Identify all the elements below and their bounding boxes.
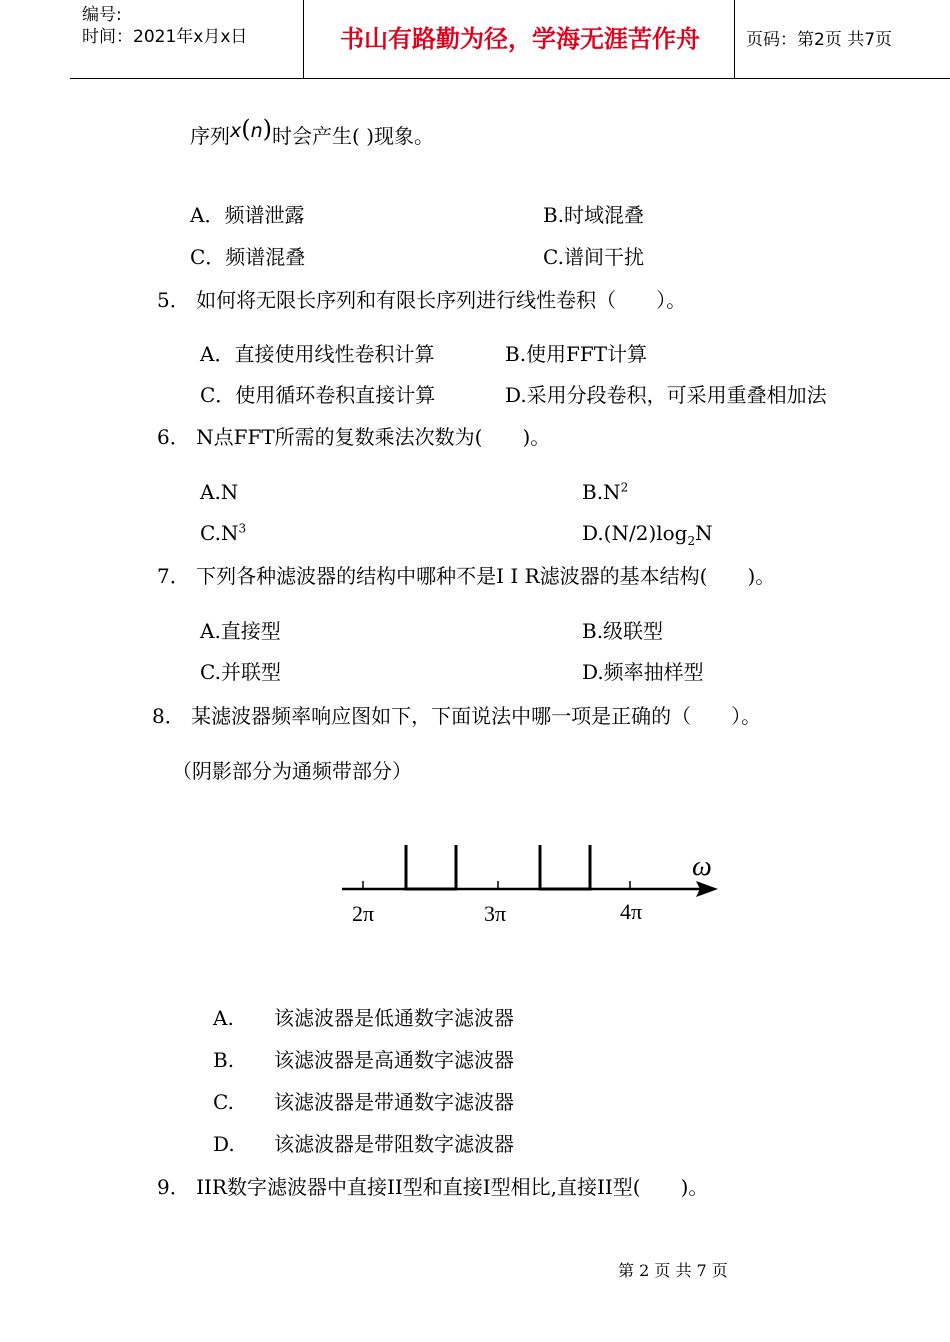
tick-label: 3π xyxy=(484,901,507,926)
serial-label: 编号: xyxy=(82,5,122,25)
q8-note: （阴影部分为通频带部分） xyxy=(172,759,412,783)
axis-label: ω xyxy=(692,851,712,882)
tick-label: 2π xyxy=(352,901,375,926)
q4-option-b: B.时域混叠 xyxy=(543,203,645,227)
q7-option-b: B.级联型 xyxy=(582,619,664,643)
q8-option-letter: C. xyxy=(213,1090,234,1114)
q8-text: 8． 某滤波器频率响应图如下，下面说法中哪一项是正确的（ ）。 xyxy=(152,704,762,728)
header-divider xyxy=(303,0,304,78)
q8-option-text: 该滤波器是带通数字滤波器 xyxy=(274,1090,514,1114)
q7-option-c: C.并联型 xyxy=(200,660,281,684)
frequency-response-figure xyxy=(330,845,730,935)
page-header xyxy=(70,0,950,79)
header-motto: 书山有路勤为径，学海无涯苦作舟 xyxy=(340,25,700,53)
q5-option-d: D.采用分段卷积，可采用重叠相加法 xyxy=(505,383,827,407)
q6-option-a: A.N xyxy=(200,480,239,504)
q5-text: 5． 如何将无限长序列和有限长序列进行线性卷积（ ）。 xyxy=(157,288,687,312)
q8-option-text: 该滤波器是带阻数字滤波器 xyxy=(274,1132,514,1156)
q4-option-d: C.谱间干扰 xyxy=(543,245,644,269)
passband-1 xyxy=(406,845,456,889)
q7-text: 7． 下列各种滤波器的结构中哪种不是I I R滤波器的基本结构( )。 xyxy=(157,564,776,588)
seq-var: x xyxy=(230,120,242,142)
q7-option-a: A.直接型 xyxy=(200,619,281,643)
q4-suffix: 时会产生( )现象。 xyxy=(272,124,435,148)
q4-option-a: A．频谱泄露 xyxy=(190,203,305,227)
q4-tail-line: 序列x(n)时会产生( )现象。 xyxy=(190,115,435,148)
q6-option-c: $C.N^3$ xyxy=(200,521,247,545)
q5-option-a: A．直接使用线性卷积计算 xyxy=(200,342,435,366)
q9-text: 9． IIR数字滤波器中直接II型和直接I型相比,直接II型( )。 xyxy=(157,1175,709,1199)
header-divider xyxy=(734,0,735,78)
q8-option-letter: B. xyxy=(213,1048,235,1072)
q5-option-c: C．使用循环卷积直接计算 xyxy=(200,383,436,407)
q7-option-d: D.频率抽样型 xyxy=(582,660,704,684)
q5-option-b: B.使用FFT计算 xyxy=(505,342,648,366)
q8-option-letter: A. xyxy=(213,1006,234,1030)
seq-arg: n xyxy=(250,120,263,142)
header-page-label: 页码：第2页 共7页 xyxy=(746,30,893,50)
q4-option-c: C．频谱混叠 xyxy=(190,245,306,269)
page-footer: 第 2 页 共 7 页 xyxy=(618,1261,728,1280)
q8-option-text: 该滤波器是高通数字滤波器 xyxy=(274,1048,514,1072)
q8-option-letter: D. xyxy=(213,1132,235,1156)
q8-option-text: 该滤波器是低通数字滤波器 xyxy=(274,1006,514,1030)
q6-option-b: $B.N^2$ xyxy=(582,480,629,504)
tick-label: 4π xyxy=(620,899,643,924)
q4-prefix: 序列 xyxy=(190,124,230,148)
passband-2 xyxy=(540,845,590,889)
q6-text: 6． N点FFT所需的复数乘法次数为( )。 xyxy=(157,425,551,449)
header-meta xyxy=(82,4,247,48)
time-label: 时间：2021年x月x日 xyxy=(82,27,248,47)
q6-option-d: $D.(N/2)\log_2N$ xyxy=(582,521,713,548)
